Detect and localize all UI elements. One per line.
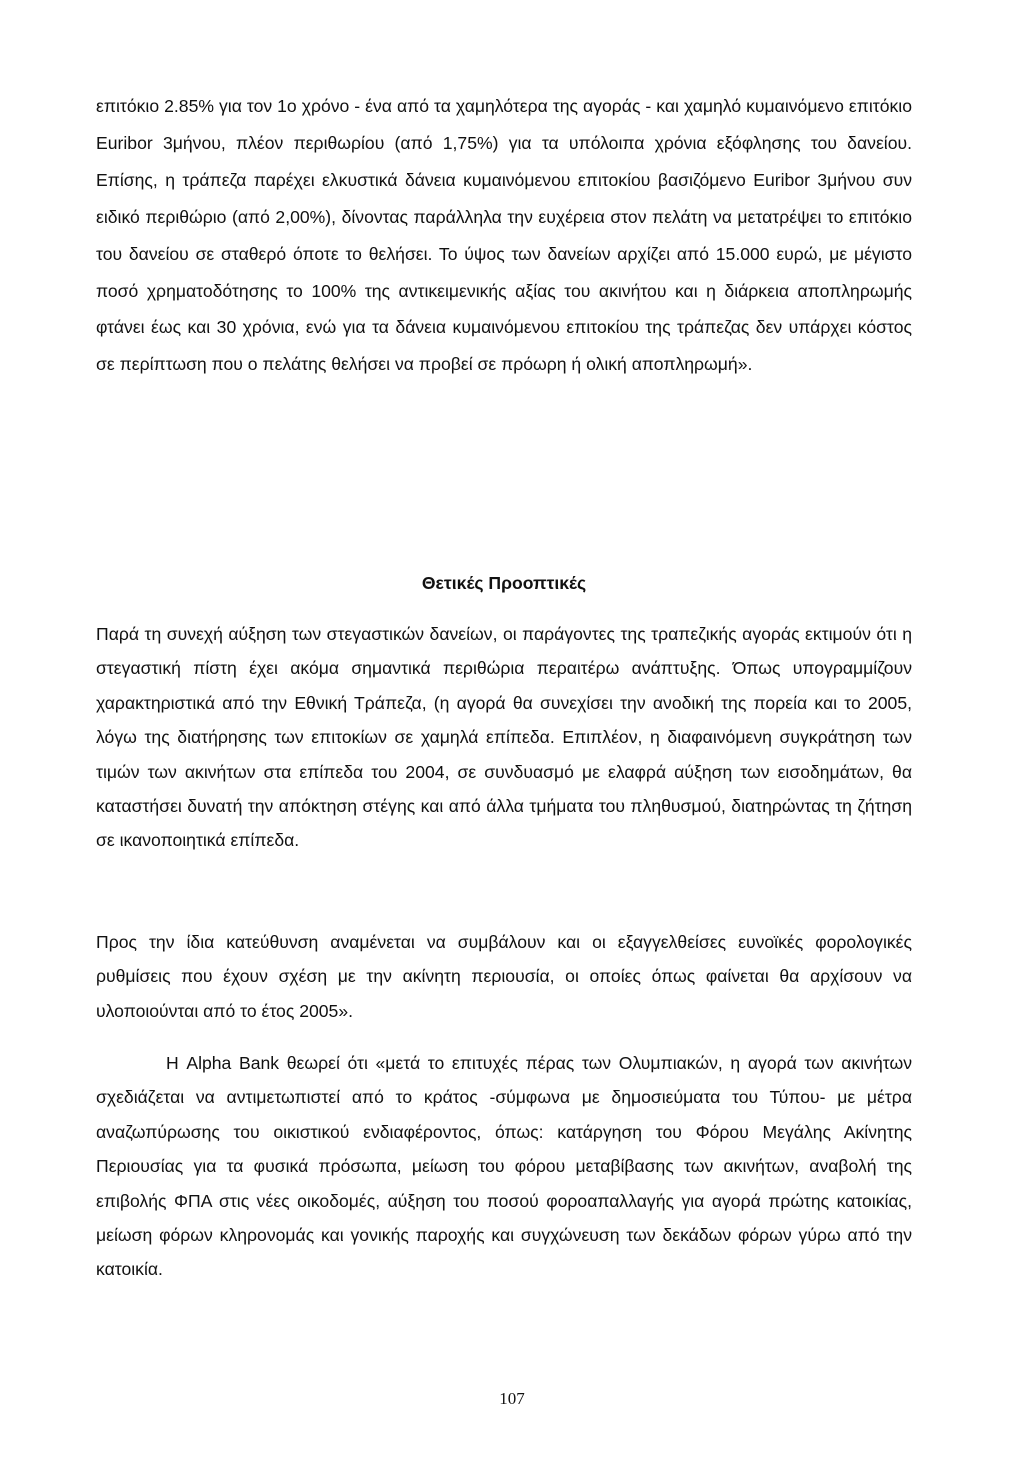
paragraph-tax-measures: Προς την ίδια κατεύθυνση αναμένεται να συμβάλουν και οι εξαγγελθείσες ευνοϊκές φορολογικές ρυθμίσεις που έχουν σχέση με την ακίνητη περιουσία, οι οποίες όπως φαίνεται θα αρχίσουν να υλοποιούνται από το έτος 2005». [96,932,912,1021]
paragraph-market-outlook: Παρά τη συνεχή αύξηση των στεγαστικών δανείων, οι παράγοντες της τραπεζικής αγοράς εκτιμούν ότι η στεγαστική πίστη έχει ακόμα σημαντικά περιθώρια περαιτέρω ανάπτυξης. Όπως υπογραμμίζουν χαρακτηριστικά από την Εθνική Τράπεζα, (η αγορά θα συνεχίσει την ανοδική της πορεία και το 2005, λόγω της διατήρησης των επιτοκίων σε χαμηλά επίπεδα. Επιπλέον, η διαφαινόμενη συγκράτηση των τιμών των ακινήτων στα επίπεδα του 2004, σε συνδυασμό με ελαφρά αύξηση των εισοδημάτων, θα καταστήσει δυνατή την απόκτηση στέγης και από άλλα τμήματα του πληθυσμού, διατηρώντας τη ζήτηση σε ικανοποιητικά επίπεδα. [96,624,912,851]
paragraph-loan-terms: επιτόκιο 2.85% για τον 1ο χρόνο - ένα από τα χαμηλότερα της αγοράς - και χαμηλό κυμαινόμενο επιτόκιο Euribor 3μήνου, πλέον περιθωρίου (από 1,75%) για τα υπόλοιπα χρόνια εξόφλησης του δανείου. Επίσης, η τράπεζα παρέχει ελκυστικά δάνεια κυμαινόμενου επιτοκίου βασιζόμενο Euribor 3μήνου συν ειδικό περιθώριο (από 2,00%), δίνοντας παράλληλα την ευχέρεια στον πελάτη να μετατρέψει το επιτόκιο του δανείου σε σταθερό όποτε το θελήσει. Το ύψος των δανείων αρχίζει από 15.000 ευρώ, με μέγιστο ποσό χρηματοδότησης το 100% της αντικειμενικής αξίας του ακινήτου και η διάρκεια αποπληρωμής φτάνει έως και 30 χρόνια, ενώ για τα δάνεια κυμαινόμενου επιτοκίου της τράπεζας δεν υπάρχει κόστος σε περίπτωση που ο πελάτης θελήσει να προβεί σε πρόωρη ή ολική αποπληρωμή». [96,96,912,375]
paragraph-alpha-bank: Η Alpha Bank θεωρεί ότι «μετά το επιτυχές πέρας των Ολυμπιακών, η αγορά των ακινήτων σχεδιάζεται να αντιμετωπιστεί από το κράτος -σύμφωνα με δημοσιεύματα του Τύπου- με μέτρα αναζωπύρωσης του οικιστικού ενδιαφέροντος, όπως: κατάργηση του Φόρου Μεγάλης Ακίνητης Περιουσίας για τα φυσικά πρόσωπα, μείωση του φόρου μεταβίβασης των ακινήτων, αναβολή της επιβολής ΦΠΑ στις νέες οικοδομές, αύξηση του ποσού φοροαπαλλαγής για αγορά πρώτης κατοικίας, μείωση φόρων κληρονομάς και γονικής παροχής και συγχώνευση των δεκάδων φόρων γύρω από την κατοικία. [96,1053,912,1280]
section-heading: Θετικές Προοπτικές [421,573,587,593]
page-number: 107 [499,1389,525,1408]
